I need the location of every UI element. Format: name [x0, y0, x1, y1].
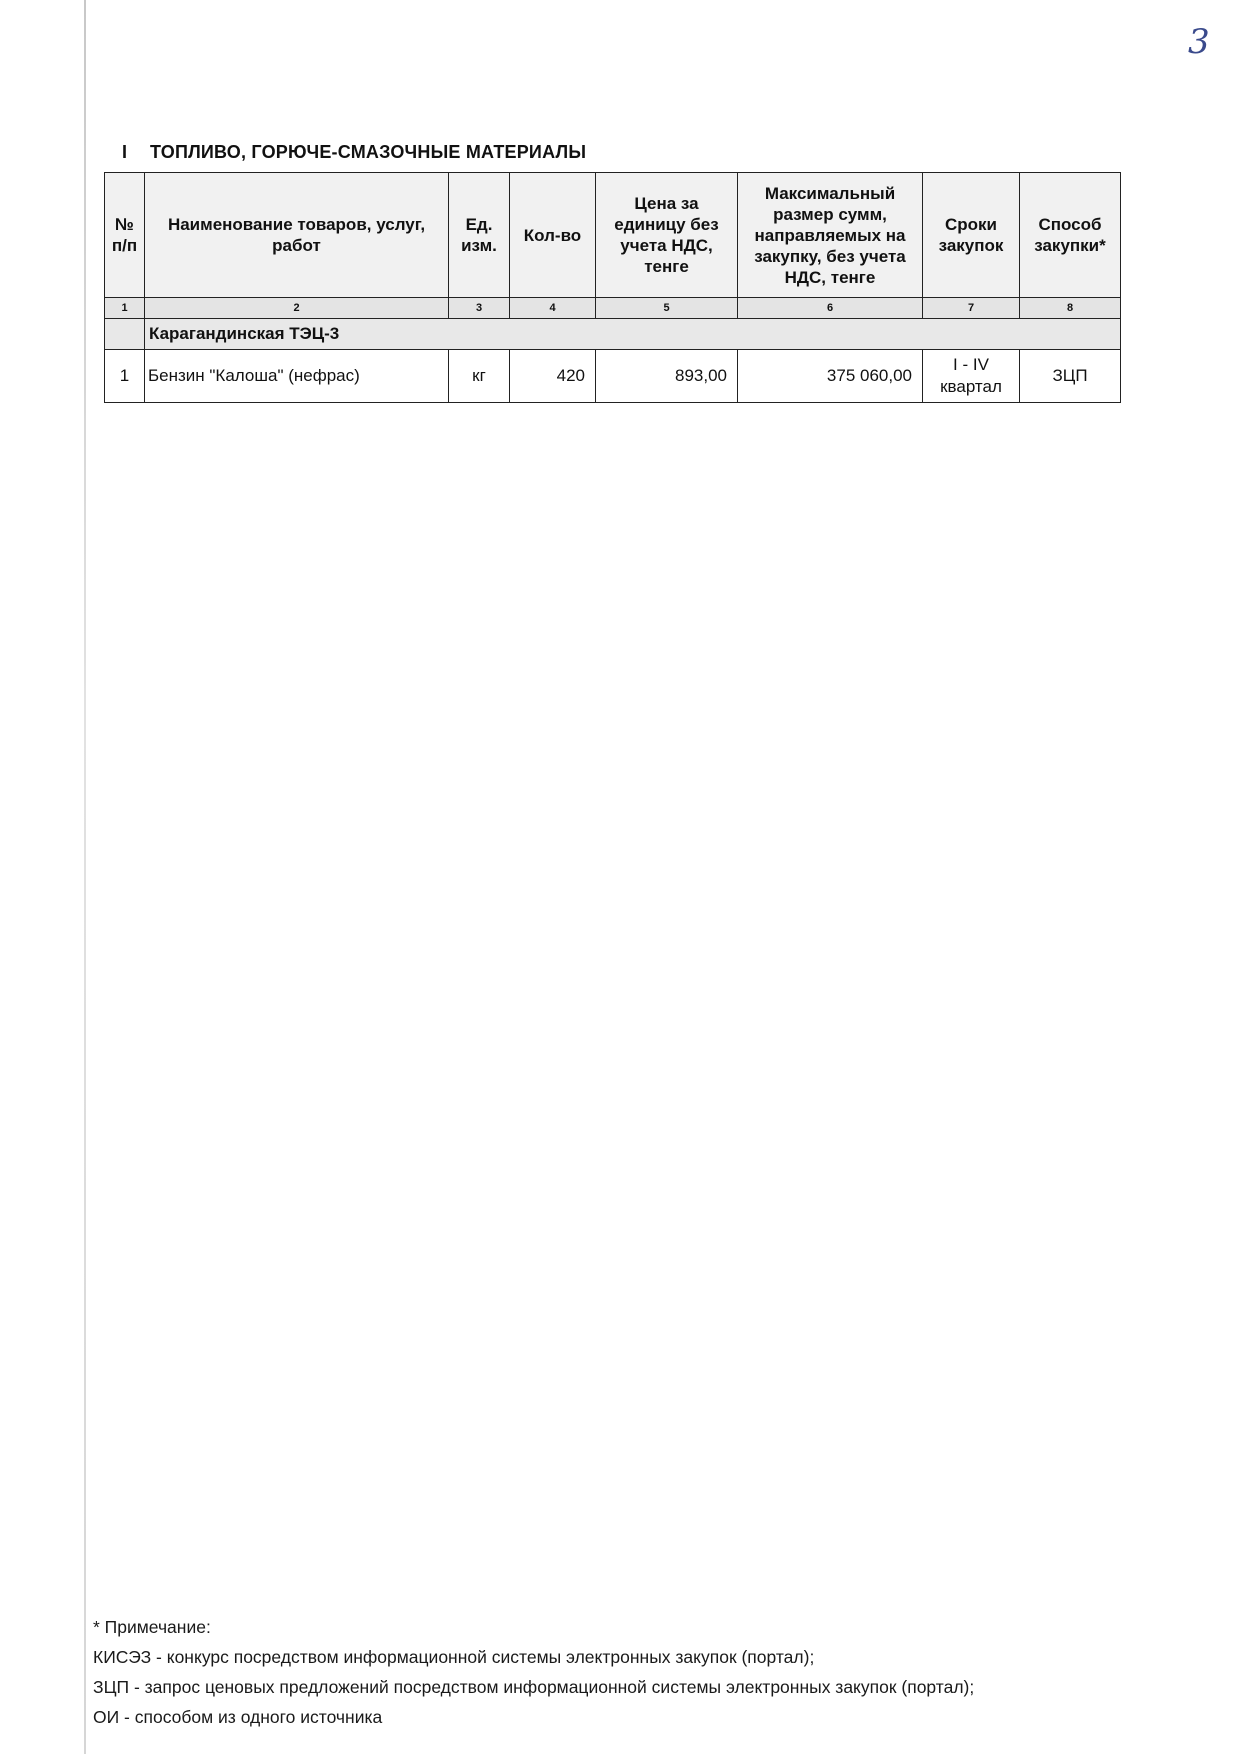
column-number: 8 — [1020, 298, 1121, 319]
footnote-line: ЗЦП - запрос ценовых предложений посредством информационной системы электронных закупок (портал); — [93, 1677, 975, 1697]
section-title — [122, 142, 586, 163]
table-row — [105, 350, 1121, 403]
section-title-text: ТОПЛИВО, ГОРЮЧЕ-СМАЗОЧНЫЕ МАТЕРИАЛЫ — [150, 142, 587, 162]
procurement-table — [104, 172, 1121, 403]
footnote-title: * Примечание: — [93, 1617, 211, 1637]
row-total-amount: 375 060,00 — [738, 350, 923, 403]
row-number: 1 — [105, 350, 145, 403]
row-method: ЗЦП — [1020, 350, 1121, 403]
header-cell-unit: Ед. изм. — [449, 173, 510, 298]
footnote-line: КИСЭЗ - конкурс посредством информационной системы электронных закупок (портал); — [93, 1647, 815, 1667]
column-number: 7 — [923, 298, 1020, 319]
header-cell-number: № п/п — [105, 173, 145, 298]
column-number: 3 — [449, 298, 510, 319]
group-empty-cell — [105, 319, 145, 350]
header-cell-unit-price: Цена за единицу без учета НДС, тенге — [596, 173, 738, 298]
footnotes — [93, 1612, 974, 1732]
footnote-line: ОИ - способом из одного источника — [93, 1707, 383, 1727]
column-number: 4 — [510, 298, 596, 319]
column-number: 6 — [738, 298, 923, 319]
header-cell-quantity: Кол-во — [510, 173, 596, 298]
handwritten-page-number: 3 — [1188, 22, 1210, 62]
column-number-row — [105, 298, 1121, 319]
row-quantity: 420 — [510, 350, 596, 403]
row-unit-price: 893,00 — [596, 350, 738, 403]
header-cell-period: Сроки закупок — [923, 173, 1020, 298]
header-cell-name: Наименование товаров, услуг, работ — [145, 173, 449, 298]
section-roman-numeral: I — [122, 142, 128, 162]
group-row — [105, 319, 1121, 350]
column-number: 1 — [105, 298, 145, 319]
header-cell-max-amount: Максимальный размер сумм, направляемых на закупку, без учета НДС, тенге — [738, 173, 923, 298]
header-cell-method: Способ закупки* — [1020, 173, 1121, 298]
row-unit: кг — [449, 350, 510, 403]
row-period: I - IV квартал — [923, 350, 1020, 403]
row-item-name: Бензин "Калоша" (нефрас) — [145, 350, 449, 403]
group-name: Карагандинская ТЭЦ-3 — [145, 319, 1121, 350]
column-number: 2 — [145, 298, 449, 319]
scan-edge-line — [84, 0, 86, 1754]
column-number: 5 — [596, 298, 738, 319]
table-header-row — [105, 173, 1121, 298]
